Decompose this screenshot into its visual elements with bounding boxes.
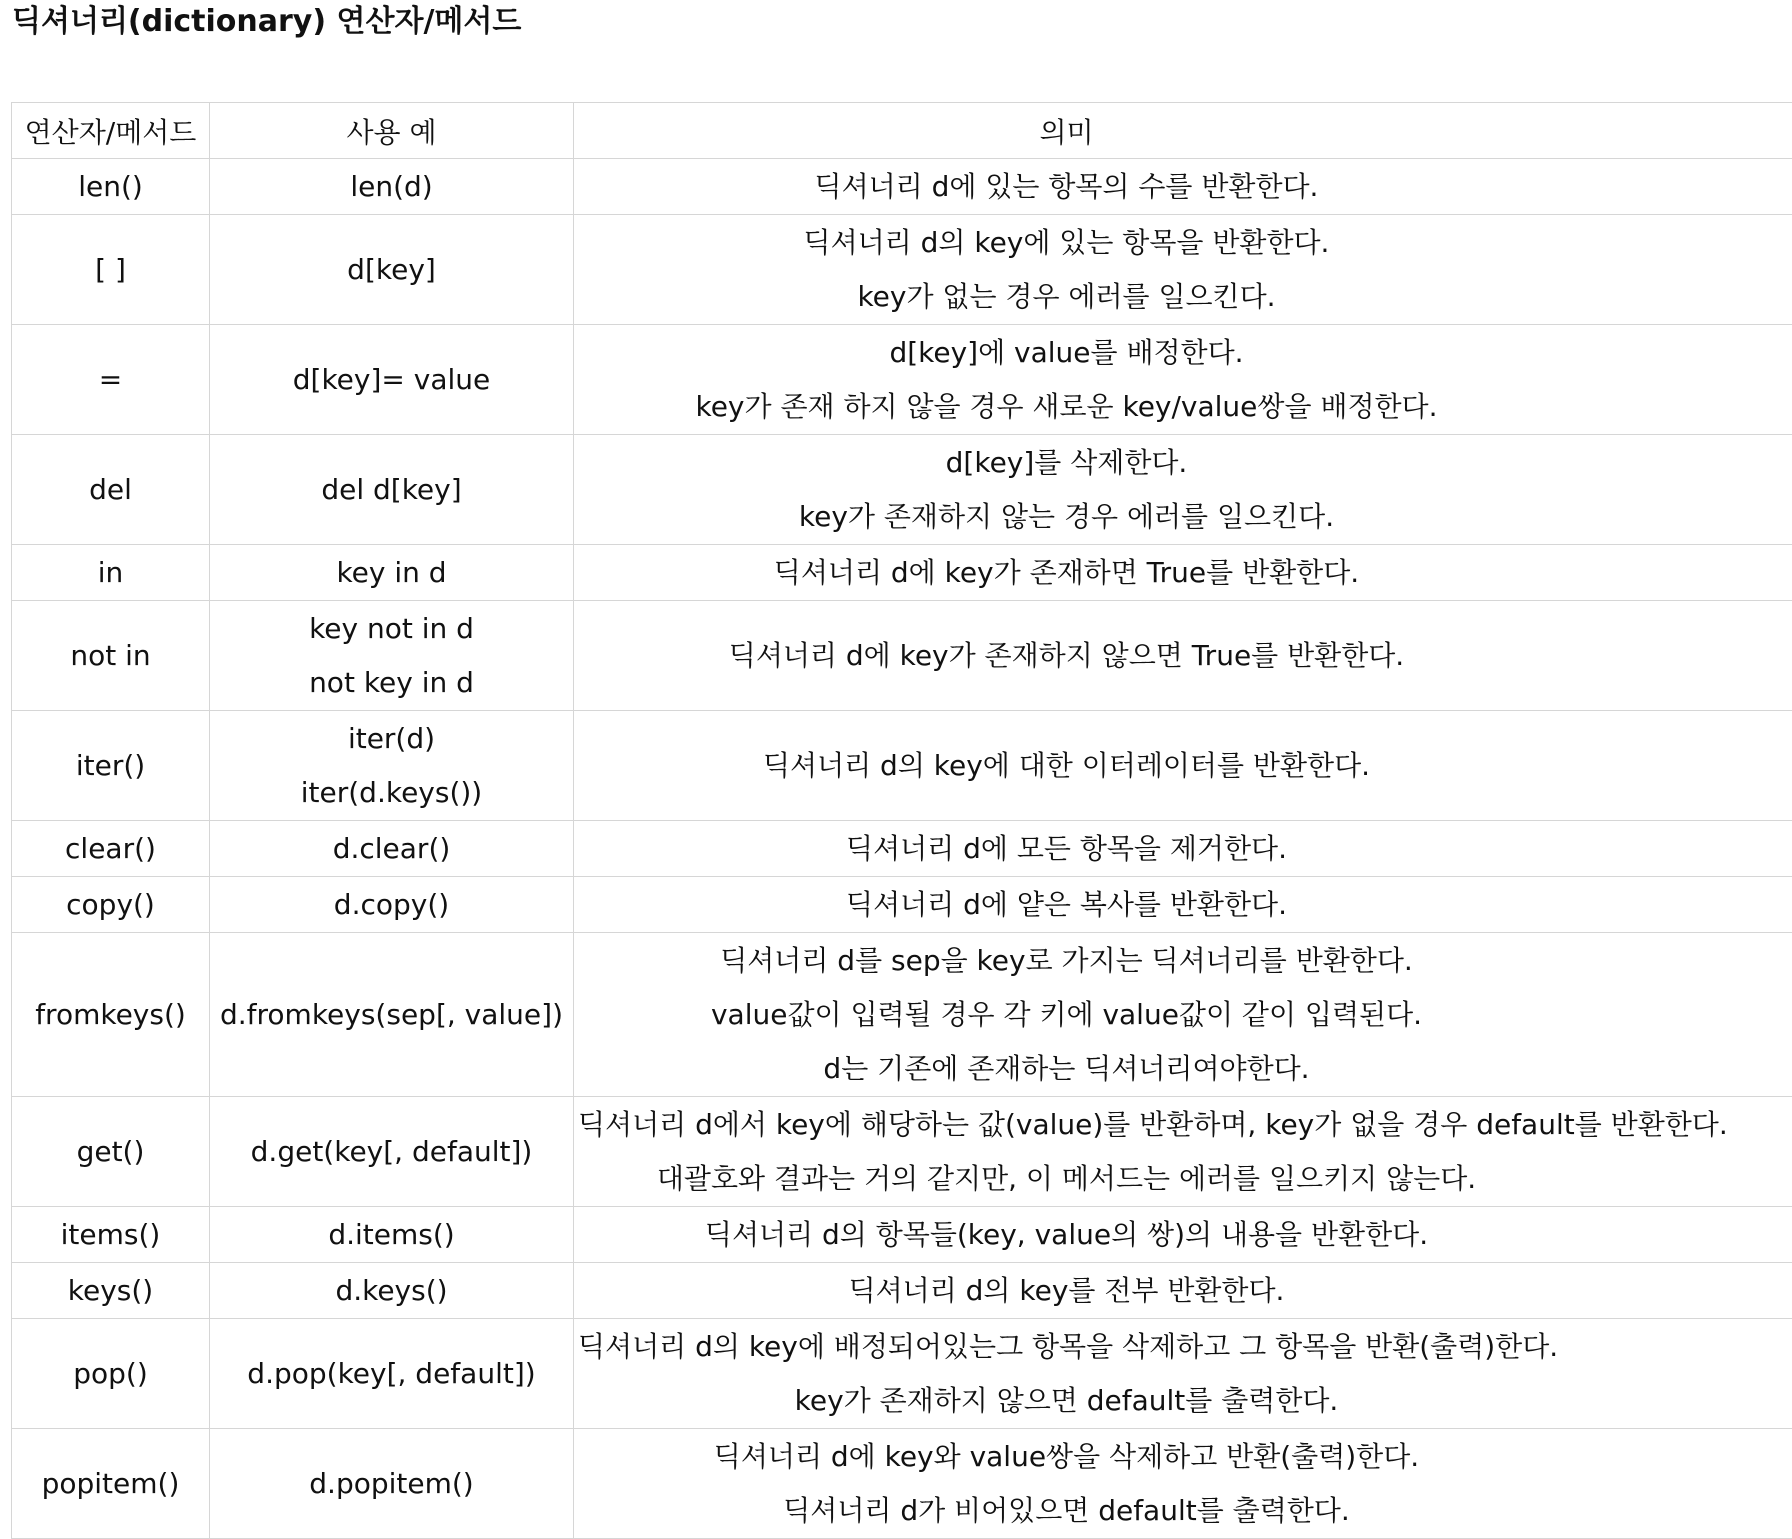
- operator-cell: get(): [12, 1097, 210, 1207]
- meaning-line: 딕셔너리 d가 비어있으면 default를 출력한다.: [578, 1484, 1555, 1538]
- operator-cell: in: [12, 545, 210, 601]
- meaning-line: 딕셔너리 d에 key가 존재하면 True를 반환한다.: [578, 546, 1555, 600]
- example-line: d.popitem(): [214, 1457, 569, 1511]
- operator-cell: del: [12, 435, 210, 545]
- meaning-cell: [574, 821, 1792, 877]
- meaning-line: d[key]에 value를 배정한다.: [578, 326, 1555, 380]
- meaning-line: key가 없는 경우 에러를 일으킨다.: [578, 270, 1555, 324]
- meaning-cell: [574, 1207, 1792, 1263]
- example-line: key not in d: [214, 602, 569, 656]
- meaning-cell: [574, 435, 1792, 545]
- meaning-line: 딕셔너리 d에 key가 존재하지 않으면 True를 반환한다.: [578, 629, 1555, 683]
- meaning-line: d는 기존에 존재하는 딕셔너리여야한다.: [578, 1042, 1555, 1096]
- example-line: d.clear(): [214, 822, 569, 876]
- meaning-cell: [574, 1097, 1792, 1207]
- example-cell: [210, 1319, 574, 1429]
- meaning-line: d[key]를 삭제한다.: [578, 436, 1555, 490]
- example-cell: [210, 1263, 574, 1319]
- table-row: [12, 1263, 1792, 1319]
- meaning-cell: [574, 601, 1792, 711]
- operator-cell: pop(): [12, 1319, 210, 1429]
- example-line: d.pop(key[, default]): [214, 1347, 569, 1401]
- meaning-line: 딕셔너리 d에 모든 항목을 제거한다.: [578, 822, 1555, 876]
- meaning-line: key가 존재하지 않으면 default를 출력한다.: [578, 1374, 1555, 1428]
- meaning-line: 대괄호와 결과는 거의 같지만, 이 메서드는 에러를 일으키지 않는다.: [578, 1152, 1555, 1206]
- meaning-cell: [574, 1319, 1792, 1429]
- example-line: d.copy(): [214, 878, 569, 932]
- table-row: [12, 1429, 1792, 1539]
- operator-cell: clear(): [12, 821, 210, 877]
- meaning-line: 딕셔너리 d의 key에 대한 이터레이터를 반환한다.: [578, 739, 1555, 793]
- operator-cell: popitem(): [12, 1429, 210, 1539]
- example-line: d.keys(): [214, 1264, 569, 1318]
- meaning-cell: [574, 1263, 1792, 1319]
- example-cell: [210, 933, 574, 1097]
- page-title: 딕셔너리(dictionary) 연산자/메서드: [12, 2, 521, 42]
- example-line: key in d: [214, 546, 569, 600]
- example-line: len(d): [214, 160, 569, 214]
- header-meaning: 의미: [574, 103, 1792, 159]
- header-example: 사용 예: [210, 103, 574, 159]
- table-row: [12, 1319, 1792, 1429]
- example-line: d.get(key[, default]): [214, 1125, 569, 1179]
- table-row: [12, 933, 1792, 1097]
- table-row: [12, 435, 1792, 545]
- operator-cell: copy(): [12, 877, 210, 933]
- table-row: [12, 1207, 1792, 1263]
- example-line: iter(d): [214, 712, 569, 766]
- meaning-cell: [574, 215, 1792, 325]
- meaning-cell: [574, 933, 1792, 1097]
- example-cell: [210, 325, 574, 435]
- operator-cell: items(): [12, 1207, 210, 1263]
- example-cell: [210, 1097, 574, 1207]
- meaning-line: key가 존재하지 않는 경우 에러를 일으킨다.: [578, 490, 1555, 544]
- meaning-cell: [574, 159, 1792, 215]
- meaning-line: value값이 입력될 경우 각 키에 value값이 같이 입력된다.: [578, 988, 1555, 1042]
- meaning-cell: [574, 545, 1792, 601]
- table-row: [12, 325, 1792, 435]
- operator-cell: [ ]: [12, 215, 210, 325]
- meaning-line: 딕셔너리 d의 key를 전부 반환한다.: [578, 1264, 1555, 1318]
- meaning-line: 딕셔너리 d의 key에 배정되어있는그 항목을 삭제하고 그 항목을 반환(출력)한다.: [578, 1320, 1555, 1374]
- table-row: [12, 159, 1792, 215]
- meaning-cell: [574, 711, 1792, 821]
- table-row: [12, 1097, 1792, 1207]
- example-line: not key in d: [214, 656, 569, 710]
- example-line: del d[key]: [214, 463, 569, 517]
- table-row: [12, 821, 1792, 877]
- operator-cell: iter(): [12, 711, 210, 821]
- meaning-cell: [574, 1429, 1792, 1539]
- example-cell: [210, 601, 574, 711]
- operator-cell: len(): [12, 159, 210, 215]
- example-line: iter(d.keys()): [214, 766, 569, 820]
- table-row: [12, 877, 1792, 933]
- table-row: [12, 601, 1792, 711]
- example-line: d[key]= value: [214, 353, 569, 407]
- table-header-row: [12, 103, 1792, 159]
- table-row: [12, 215, 1792, 325]
- table-row: [12, 545, 1792, 601]
- meaning-cell: [574, 877, 1792, 933]
- meaning-line: 딕셔너리 d를 sep을 key로 가지는 딕셔너리를 반환한다.: [578, 934, 1555, 988]
- example-line: d[key]: [214, 243, 569, 297]
- meaning-line: 딕셔너리 d의 항목들(key, value의 쌍)의 내용을 반환한다.: [578, 1208, 1555, 1262]
- example-line: d.items(): [214, 1208, 569, 1262]
- example-cell: [210, 1429, 574, 1539]
- meaning-line: 딕셔너리 d에 key와 value쌍을 삭제하고 반환(출력)한다.: [578, 1430, 1555, 1484]
- meaning-line: key가 존재 하지 않을 경우 새로운 key/value쌍을 배정한다.: [578, 380, 1555, 434]
- meaning-line: 딕셔너리 d에서 key에 해당하는 값(value)를 반환하며, key가 없을 경우 default를 반환한다.: [578, 1098, 1555, 1152]
- example-cell: [210, 821, 574, 877]
- meaning-line: 딕셔너리 d의 key에 있는 항목을 반환한다.: [578, 216, 1555, 270]
- meaning-cell: [574, 325, 1792, 435]
- dictionary-methods-table: [11, 102, 1792, 1539]
- operator-cell: =: [12, 325, 210, 435]
- header-operator: 연산자/메서드: [12, 103, 210, 159]
- example-cell: [210, 1207, 574, 1263]
- operator-cell: not in: [12, 601, 210, 711]
- operator-cell: fromkeys(): [12, 933, 210, 1097]
- operator-cell: keys(): [12, 1263, 210, 1319]
- example-cell: [210, 159, 574, 215]
- example-cell: [210, 215, 574, 325]
- meaning-line: 딕셔너리 d에 얕은 복사를 반환한다.: [578, 878, 1555, 932]
- example-cell: [210, 435, 574, 545]
- example-line: d.fromkeys(sep[, value]): [214, 988, 569, 1042]
- example-cell: [210, 877, 574, 933]
- meaning-line: 딕셔너리 d에 있는 항목의 수를 반환한다.: [578, 160, 1555, 214]
- example-cell: [210, 545, 574, 601]
- example-cell: [210, 711, 574, 821]
- table-row: [12, 711, 1792, 821]
